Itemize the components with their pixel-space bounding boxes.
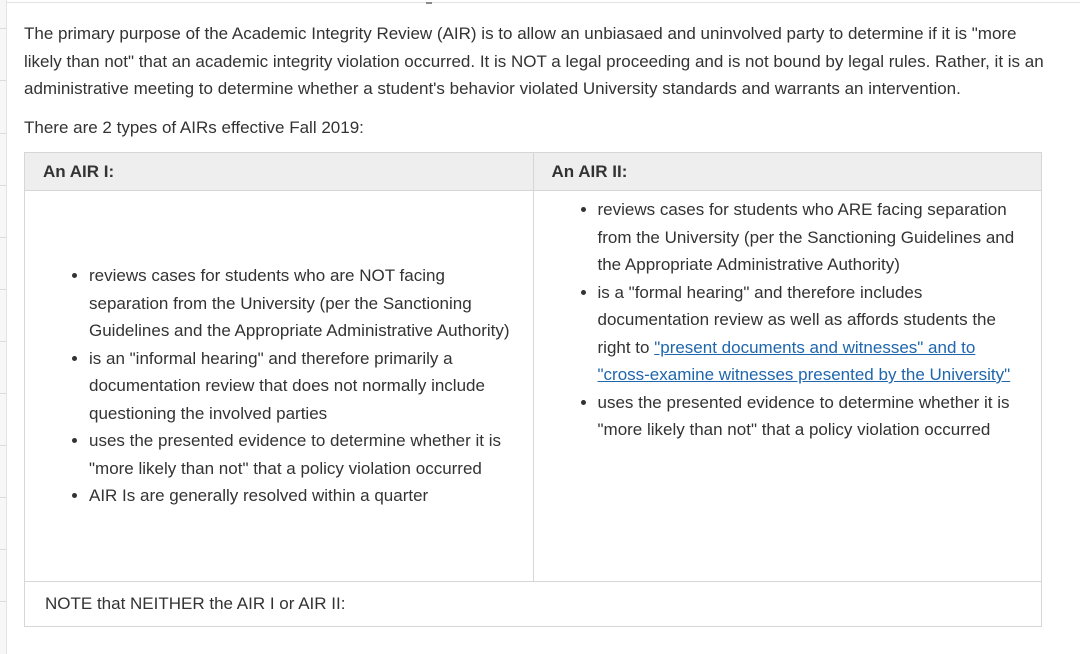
sidebar-divider: [0, 28, 6, 29]
sidebar-divider: [0, 445, 6, 446]
left-sidebar-strip: [0, 0, 7, 654]
sidebar-divider: [0, 393, 6, 394]
air-2-item: • reviews cases for students who ARE facing separation from the University (per the Sanctioning Guidelines and the Appropriate Administrative Authority): [598, 196, 1022, 279]
article-content: [24, 20, 1054, 627]
sidebar-divider: [0, 185, 6, 186]
sidebar-divider: [0, 601, 6, 602]
note-text: NOTE that NEITHER the AIR I or AIR II:: [45, 594, 346, 614]
air-1-item: • reviews cases for students who are NOT facing separation from the University (per the Sanctioning Guidelines and the Appropriate Administrative Authority): [89, 262, 513, 345]
air-2-item-text: is a "formal hearing" and therefore includes documentation review as well as affords students the right to: [597, 282, 996, 357]
air-1-list: [45, 262, 513, 510]
sidebar-divider: [0, 341, 6, 342]
present-documents-witnesses-link[interactable]: "present documents and witnesses" and to "cross-examine witnesses presented by the University": [597, 337, 1011, 384]
sidebar-divider: [0, 497, 6, 498]
header-air-1: An AIR I:: [25, 153, 534, 191]
air-1-item: • is an "informal hearing" and therefore primarily a documentation review that does not normally include questioning the involved parties: [89, 345, 513, 428]
top-fragment: [426, 2, 432, 4]
air-2-item: [598, 279, 1022, 389]
air-1-item: • AIR Is are generally resolved within a quarter: [89, 482, 513, 510]
note-cell: [25, 582, 1042, 627]
top-divider: [6, 2, 1080, 3]
sidebar-divider: [0, 549, 6, 550]
types-line: There are 2 types of AIRs effective Fall 2019:: [24, 117, 364, 137]
header-air-2: An AIR II:: [533, 153, 1042, 191]
sidebar-divider: [0, 80, 6, 81]
intro-paragraph: The primary purpose of the Academic Integrity Review (AIR) is to allow an unbiasaed and uninvolved party to determine if it is "more likely than not" that an academic integrity violation occurred. It is NOT a legal proceeding and is not bound by legal rules. Rather, it is an administrative meeting to determine whether a student's behavior violated University standards and warrants an intervention.: [24, 24, 1044, 98]
air-2-cell: [533, 191, 1042, 582]
sidebar-divider: [0, 237, 6, 238]
air-1-cell: [25, 191, 534, 582]
sidebar-divider: [0, 133, 6, 134]
air-2-list: [554, 196, 1022, 444]
air-comparison-table: [24, 152, 1042, 627]
air-1-item: • uses the presented evidence to determine whether it is "more likely than not" that a policy violation occurred: [89, 427, 513, 482]
air-2-item: • uses the presented evidence to determine whether it is "more likely than not" that a policy violation occurred: [598, 389, 1022, 444]
sidebar-divider: [0, 289, 6, 290]
